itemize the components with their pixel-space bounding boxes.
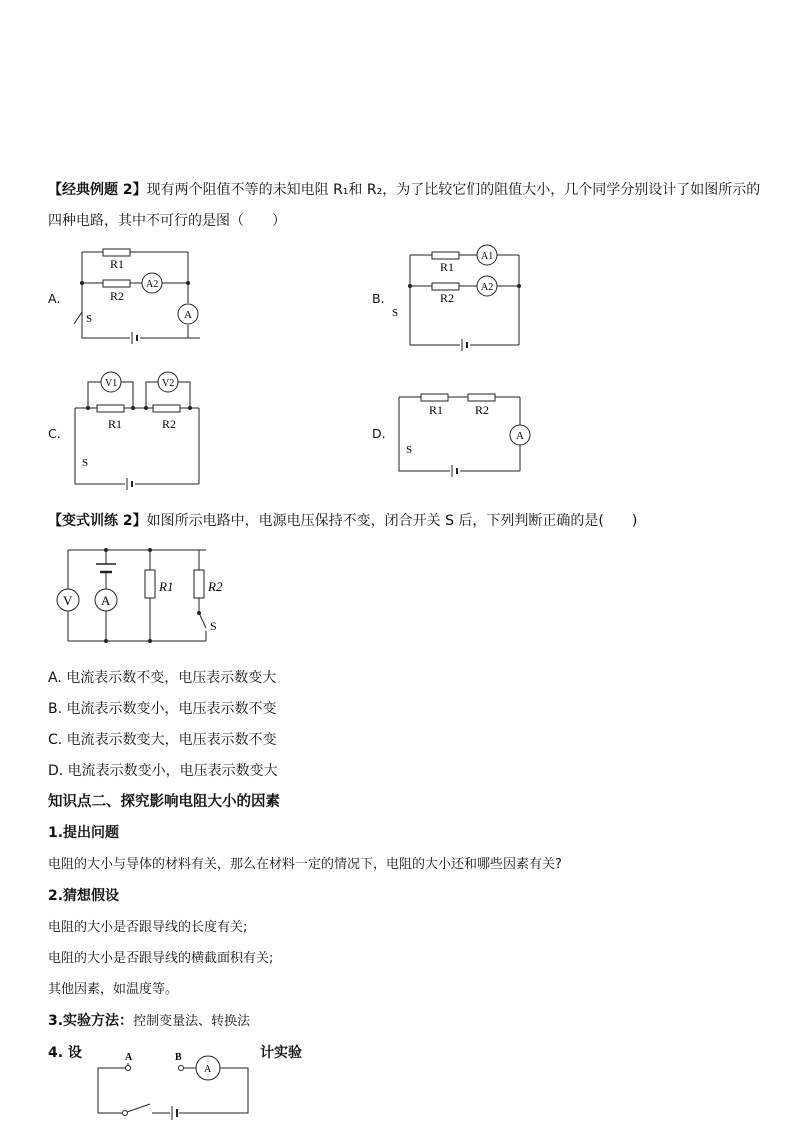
choice-d: D. 电流表示数变小，电压表示数变大 [48, 763, 278, 779]
r2-label: R2 [440, 291, 455, 305]
section-heading: 知识点二、探究影响电阻大小的因素 [48, 794, 280, 810]
voltmeter-label: V [63, 593, 73, 608]
r1-label: R1 [110, 257, 125, 271]
ammeter-label: A [184, 309, 192, 321]
option-c-label: C. [48, 426, 61, 441]
r2-label: R2 [162, 417, 177, 431]
r1-label: R1 [159, 579, 174, 594]
choice-b: B. 电流表示数变小，电压表示数不变 [48, 701, 277, 717]
practice-tag: 【变式训练 2】 [48, 513, 147, 529]
option-a-label: A. [48, 291, 61, 306]
step1-title: 1.提出问题 [48, 825, 120, 841]
a2-meter-label: A2 [481, 282, 494, 293]
ammeter-label: A [204, 1064, 212, 1075]
r2-label: R2 [475, 403, 490, 417]
ammeter-label: A [516, 430, 524, 442]
example-question-line2: 四种电路，其中不可行的是图（ ） [48, 213, 286, 229]
step2-line: 电阻的大小是否跟导线的横截面积有关; [48, 951, 274, 966]
terminal-b-label: B [175, 1052, 182, 1063]
r1-label: R1 [440, 260, 455, 274]
option-b-label: B. [372, 291, 385, 306]
terminal-a-label: A [125, 1052, 133, 1063]
step4-prefix: 4. 设 [48, 1045, 82, 1061]
r1-label: R1 [108, 417, 123, 431]
option-d-label: D. [372, 426, 386, 441]
ammeter-label: A [101, 593, 111, 608]
switch-label: S [82, 457, 89, 469]
example-tag: 【经典例题 2】 [48, 182, 147, 198]
choice-c: C. 电流表示数变大，电压表示数不变 [48, 732, 277, 748]
step2-line: 电阻的大小是否跟导线的长度有关; [48, 920, 248, 935]
switch-label: S [210, 619, 217, 633]
switch-label: S [406, 444, 413, 456]
step3-title: 3.实验方法： [48, 1013, 134, 1029]
switch-label: S [392, 307, 399, 319]
v1-meter-label: V1 [105, 378, 118, 389]
step2-title: 2.猜想假设 [48, 888, 120, 904]
step2-line: 其他因素，如温度等。 [48, 982, 179, 997]
step4-suffix: 计实验 [260, 1045, 302, 1061]
r2-label: R2 [208, 579, 223, 594]
choice-a: A. 电流表示数不变，电压表示数变大 [48, 670, 277, 686]
step1-text: 电阻的大小与导体的材料有关，那么在材料一定的情况下，电阻的大小还和哪些因素有关? [48, 857, 562, 872]
v2-meter-label: V2 [162, 378, 175, 389]
practice-text: 如图所示电路中，电源电压保持不变，闭合开关 S 后，下列判断正确的是( ) [146, 513, 638, 529]
example-text: 现有两个阻值不等的未知电阻 R₁和 R₂，为了比较它们的阻值大小，几个同学分别设计了如图所示的 [146, 182, 761, 198]
r2-label: R2 [110, 289, 125, 303]
switch-label: S [86, 313, 93, 325]
a1-meter-label: A1 [481, 251, 494, 262]
a2-meter-label: A2 [146, 279, 159, 290]
r1-label: R1 [429, 403, 444, 417]
step3-text: 控制变量法、转换法 [133, 1014, 251, 1029]
